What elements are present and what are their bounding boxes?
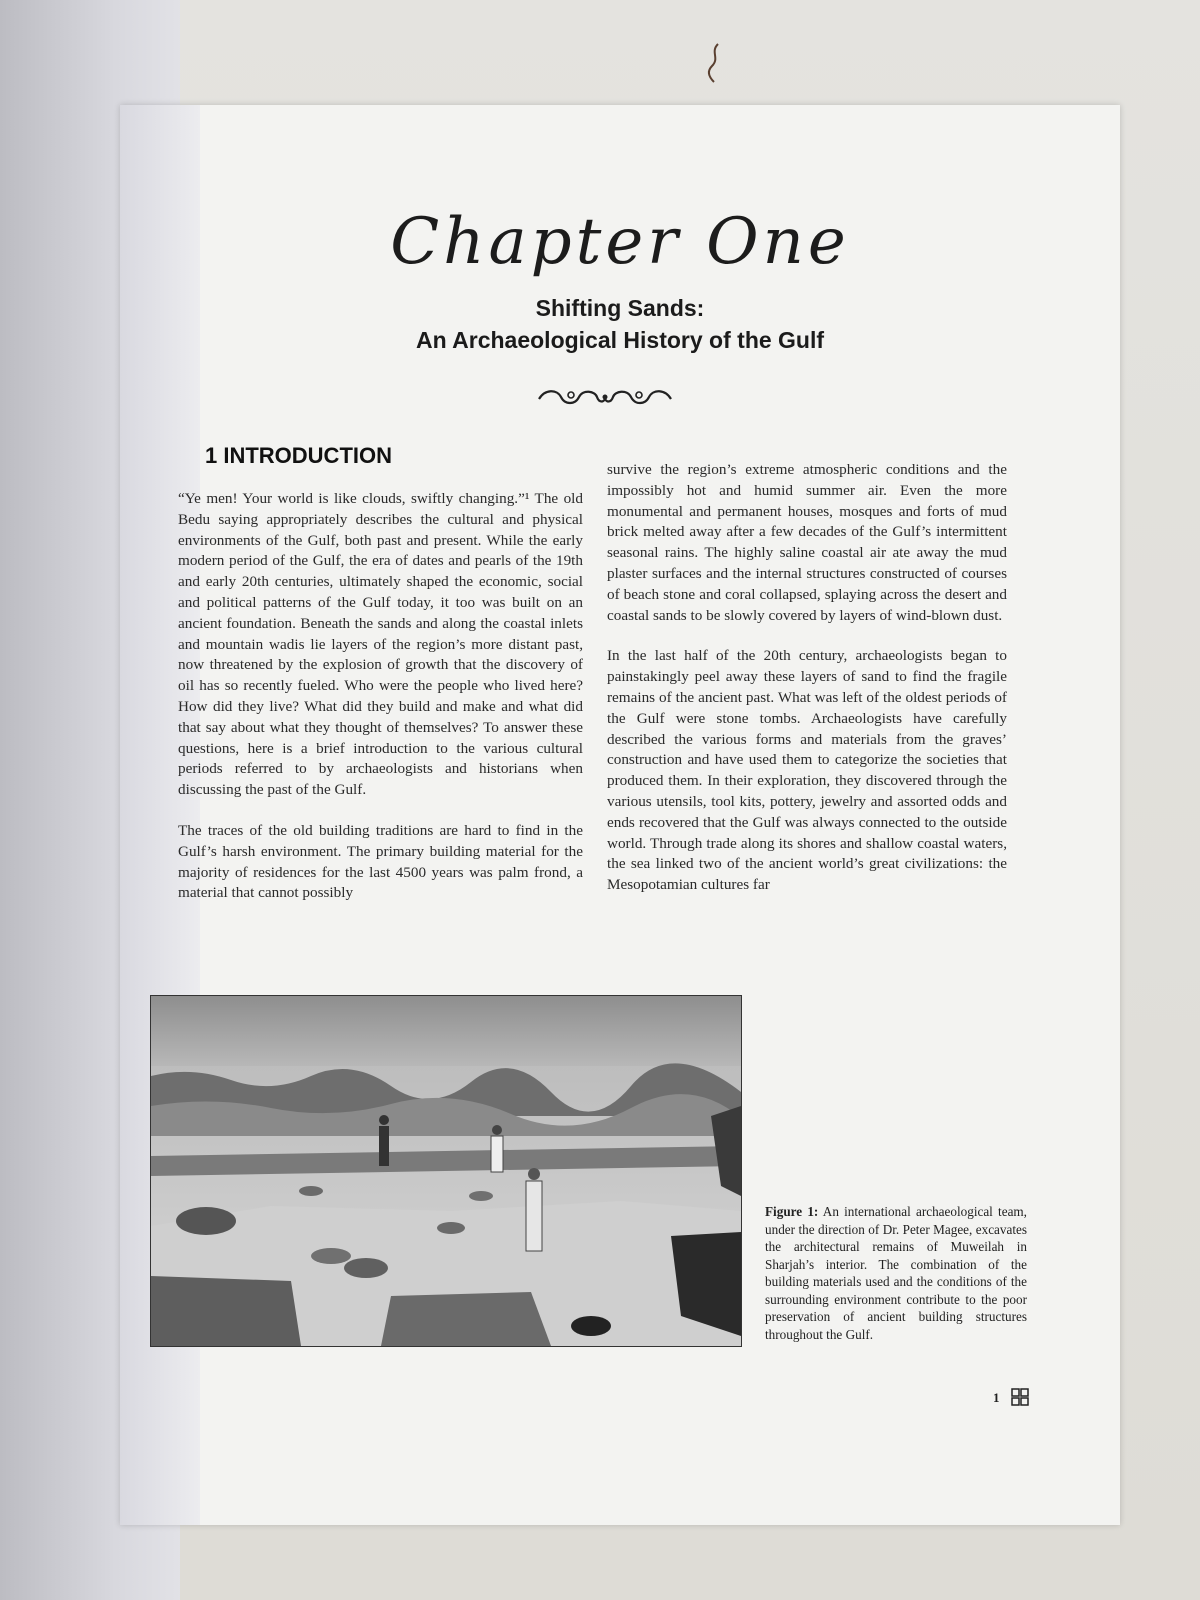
figure-caption <box>765 1203 1027 1343</box>
text-column-right <box>607 460 1007 916</box>
text-column-left <box>178 489 583 924</box>
paragraph: The traces of the old building traditions are hard to find in the Gulf’s harsh environment. The primary building material for the majority of residences for the last 4500 years was palm frond, a material that cannot possibly <box>178 821 583 902</box>
chapter-title: Chapter One <box>390 205 850 279</box>
page-number: 1 <box>993 1390 1000 1405</box>
figure-label: Figure 1: <box>765 1204 819 1219</box>
ornament-divider <box>535 385 675 409</box>
page-ornament-icon <box>1010 1387 1030 1407</box>
paragraph: “Ye men! Your world is like clouds, swiftly changing.”¹ The old Bedu saying appropriately describes the cultural and physical environments of the Gulf, both past and present. While the early modern period of the Gulf, the era of dates and pearls of the 19th and early 20th centuries, ultimately shaped the economic, social and political patterns of the Gulf today, it too was built on an ancient foundation. Beneath the sands and along the coastal inlets and mountain wadis lie layers of the region’s more distant past, now threatened by the explosion of growth that the discovery of oil has so recently fueled. Who were the people who lived here? How did they live? What did they build and make and what did that say about what they thought of themselves? To answer these questions, here is a brief introduction to the various cultural periods referred to by archaeologists and historians when discussing the past of the Gulf. <box>178 490 583 799</box>
excavation-photo-image <box>151 996 741 1346</box>
excavation-photo <box>150 995 742 1347</box>
book-page <box>120 105 1120 1525</box>
chapter-subtitle-line2: An Archaeological History of the Gulf <box>415 327 825 353</box>
paragraph: survive the region’s extreme atmospheric conditions and the impossibly hot and humid summer air. Even the more monumental and permanent houses, mosques and forts of mud brick melted away after a few decades of the Gulf’s intermittent seasonal rains. The highly saline coastal air ate away the mud plaster surfaces and the internal structures constructed of courses of beach stone and coral collapsed, splaying across the desert and coastal sands to be slowly covered by layers of wind-blown dust. <box>607 461 1007 624</box>
stray-thread <box>700 42 730 86</box>
chapter-subtitle-line1: Shifting Sands: <box>535 295 705 321</box>
section-heading: 1 INTRODUCTION <box>205 443 392 468</box>
figure-caption-text: An international archaeological team, under the direction of Dr. Peter Magee, excavates the architectural remains of Muweilah in Sharjah’s interior. The combination of the building materials used and the conditions of the surrounding environment contribute to the poor preservation of ancient building structures throughout the Gulf. <box>765 1204 1027 1342</box>
paragraph: In the last half of the 20th century, archaeologists began to painstakingly peel away these layers of sand to find the fragile remains of the ancient past. What was left of the oldest periods of the Gulf were stone tombs. Archaeologists have carefully described the various forms and materials from the graves’ construction and have used them to categorize the societies that produced them. In their exploration, they discovered through the various utensils, tool kits, pottery, jewelry and assorted odds and ends recovered that the Gulf was always connected to the outside world. Through trade along its shores and shallow coastal waters, the sea linked two of the ancient world’s great civilizations: the Mesopotamian cultures far <box>607 647 1007 894</box>
